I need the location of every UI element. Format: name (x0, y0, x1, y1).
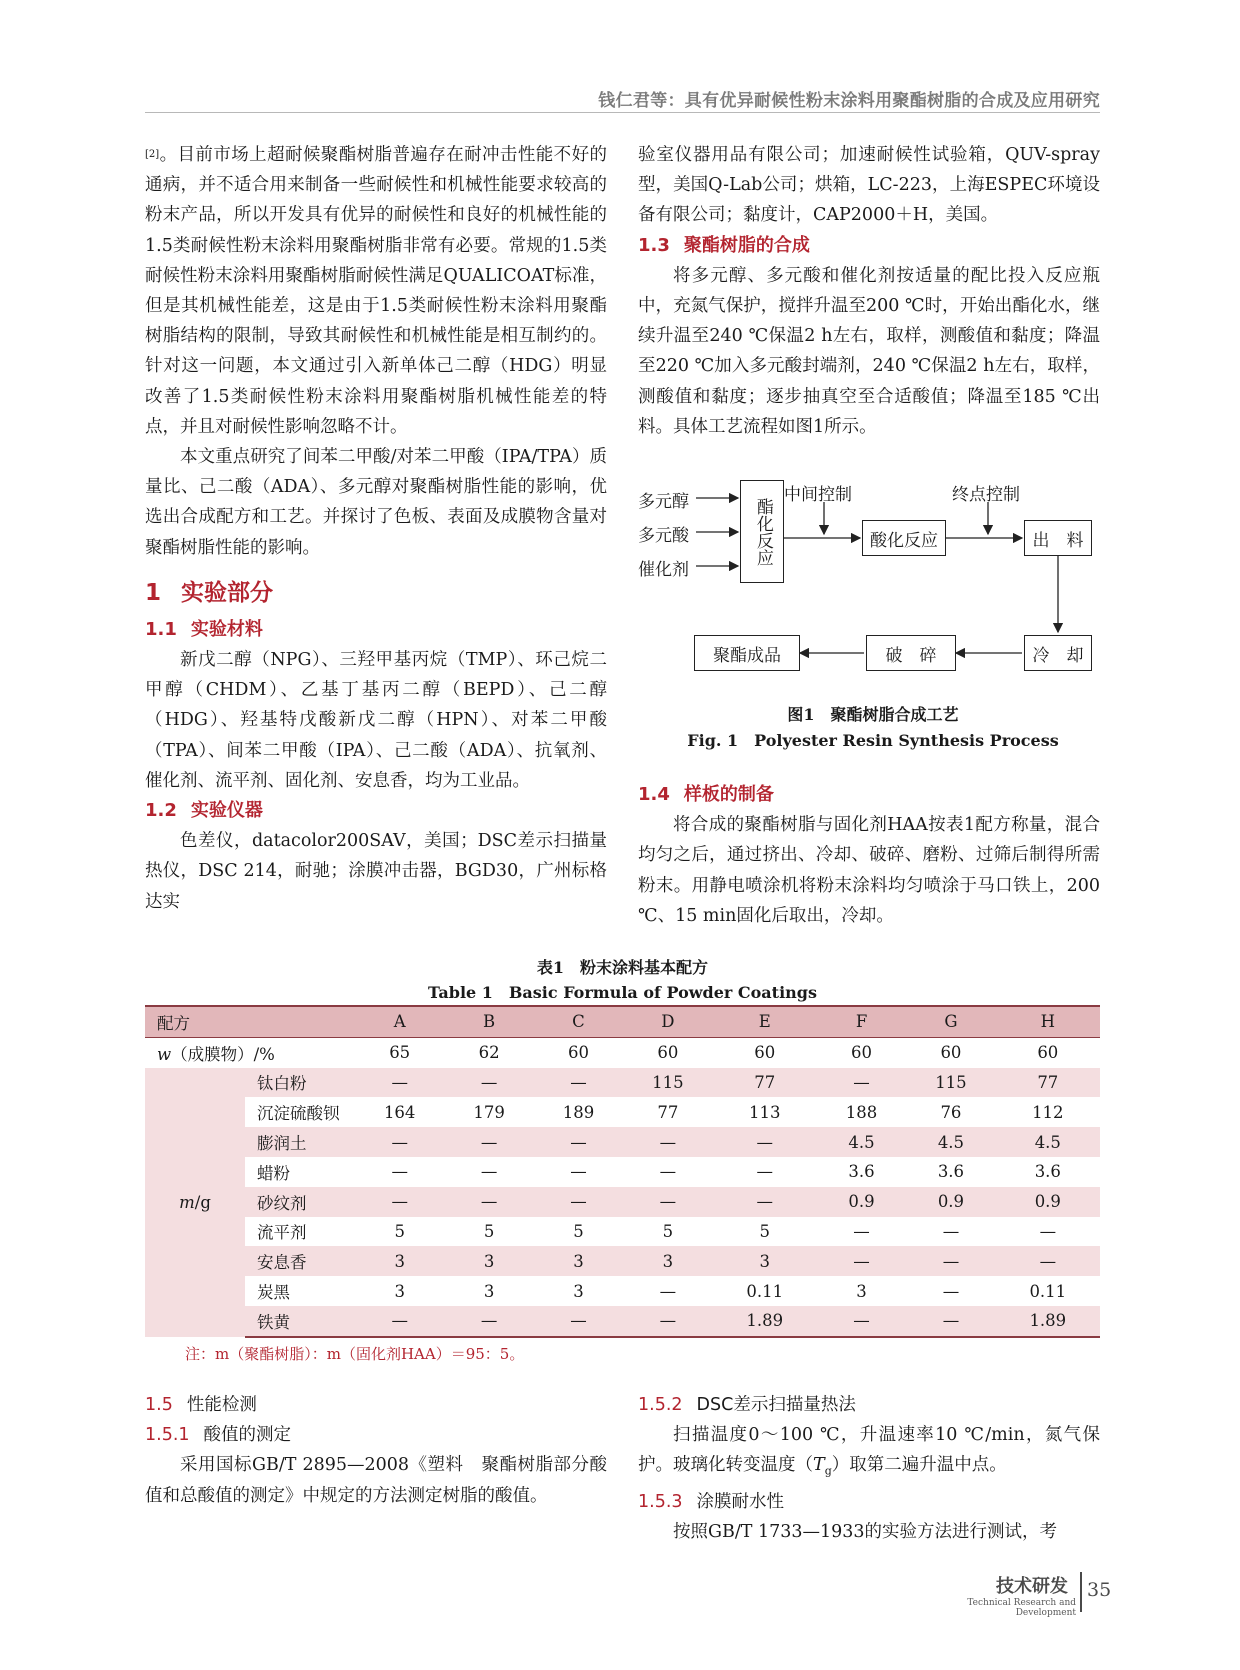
table-cell: 4.5 (817, 1127, 906, 1157)
input-polyacid-label: 多元酸 (638, 526, 689, 546)
table-cell: 3 (713, 1246, 817, 1276)
header-rule (145, 112, 1100, 113)
section-1-heading: 1 实验部分 (145, 579, 274, 606)
table-row (145, 1097, 1100, 1127)
table-cell: 179 (444, 1097, 533, 1127)
table-cell: 3 (534, 1246, 623, 1276)
table-cell: 77 (713, 1068, 817, 1098)
ingredient-name: 蜡粉 (245, 1157, 355, 1187)
table-cell: 0.9 (906, 1187, 995, 1217)
table-cell: 60 (996, 1037, 1100, 1067)
esterification-box: 酯化反应 (740, 480, 784, 583)
table-cell: 62 (444, 1037, 533, 1067)
section-1-4-heading: 1.4 样板的制备 (638, 784, 774, 805)
table-cell: 5 (444, 1217, 533, 1247)
table-cell: — (355, 1306, 444, 1337)
table-cell: 60 (623, 1037, 712, 1067)
mass-group-label: m/g (145, 1068, 245, 1337)
table-cell: — (355, 1068, 444, 1098)
citation-ref: [2] (145, 149, 160, 160)
table-cell: 115 (906, 1068, 995, 1098)
right-column (638, 140, 1100, 442)
table-cell: 60 (713, 1037, 817, 1067)
table-row (145, 1217, 1100, 1247)
table-cell: 0.11 (996, 1276, 1100, 1306)
crushing-box: 破 碎 (866, 635, 956, 671)
table-row (145, 1068, 1100, 1098)
table-cell: — (817, 1306, 906, 1337)
process-flow-diagram (638, 480, 1108, 680)
table-cell: — (355, 1187, 444, 1217)
table-cell: — (355, 1157, 444, 1187)
table-cell: 4.5 (906, 1127, 995, 1157)
section-1-5-2-heading: 1.5.2 DSC差示扫描量热法 (638, 1395, 856, 1415)
table-cell: — (623, 1127, 712, 1157)
intro-paragraph-1: [2]。目前市场上超耐候聚酯树脂普遍存在耐冲击性能不好的通病，并不适合用来制备一些耐候性和机械性能要求较高的粉末产品，所以开发具有优异的耐候性和良好的机械性能的1.5类耐候性粉末涂料用聚酯树脂非常有必要。常规的1.5类耐候性粉末涂料用聚酯树脂耐候性满足QUALICOAT标准，但是其机械性能差，这是由于1.5类耐候性粉末涂料用聚酯树脂结构的限制，导致其耐候性和机械性能是相互制约的。针对这一问题，本文通过引入新单体己二醇（HDG）明显改善了1.5类耐候性粉末涂料用聚酯树脂机械性能差的特点，并且对耐候性影响忽略不计。 (145, 145, 607, 437)
end-control-label: 终点控制 (952, 485, 1020, 505)
table-row (145, 1157, 1100, 1187)
column-header: E (713, 1006, 817, 1037)
sample-prep-paragraph: 将合成的聚酯树脂与固化剂HAA按表1配方称量，混合均匀之后，通过挤出、冷却、破碎、磨粉、过筛后制得所需粉末。用静电喷涂机将粉末涂料均匀喷涂于马口铁上，200 ℃、15 min固化后取出，冷却。 (638, 815, 1100, 926)
column-header: G (906, 1006, 995, 1037)
figure-caption-cn: 图1 聚酯树脂合成工艺 (787, 705, 959, 724)
table-cell: 0.9 (996, 1187, 1100, 1217)
acid-value-paragraph: 采用国标GB/T 2895—2008《塑料 聚酯树脂部分酸值和总酸值的测定》中规定的方法测定树脂的酸值。 (145, 1455, 607, 1506)
table-cell: — (906, 1217, 995, 1247)
table-cell: 1.89 (996, 1306, 1100, 1337)
table-cell: — (906, 1246, 995, 1276)
figure-caption-en: Fig. 1 Polyester Resin Synthesis Process (687, 731, 1059, 750)
table-cell: 4.5 (996, 1127, 1100, 1157)
table-cell: 3 (444, 1276, 533, 1306)
table-cell: 3.6 (817, 1157, 906, 1187)
table-row (145, 1246, 1100, 1276)
left-column (145, 140, 607, 917)
table-cell: — (355, 1127, 444, 1157)
discharge-box: 出 料 (1024, 520, 1092, 556)
table-cell: — (534, 1306, 623, 1337)
table-cell: 77 (623, 1097, 712, 1127)
materials-paragraph: 新戊二醇（NPG）、三羟甲基丙烷（TMP）、环己烷二甲醇（CHDM）、乙基丁基丙二醇（BEPD）、己二醇（HDG）、羟基特戊酸新戊二醇（HPN）、对苯二甲酸（TPA）、间苯二甲酸（IPA）、己二酸（ADA）、抗氧剂、催化剂、流平剂、固化剂、安息香，均为工业品。 (145, 650, 607, 791)
section-1-5-3-heading: 1.5.3 涂膜耐水性 (638, 1492, 785, 1513)
ingredient-name: 砂纹剂 (245, 1187, 355, 1217)
table-cell: 60 (817, 1037, 906, 1067)
table-row-film (145, 1037, 1100, 1067)
table-cell: — (623, 1187, 712, 1217)
film-row-label: w（成膜物）/% (145, 1037, 355, 1067)
dsc-paragraph: 扫描温度0～100 ℃，升温速率10 ℃/min，氮气保护。玻璃化转变温度$(T_g)$取第二遍升温中点。 (638, 1425, 1100, 1478)
table-caption-en: Table 1 Basic Formula of Powder Coatings (428, 983, 817, 1002)
table-row (145, 1187, 1100, 1217)
acidification-box: 酸化反应 (862, 520, 946, 556)
table-cell: 60 (906, 1037, 995, 1067)
table-caption-cn: 表1 粉末涂料基本配方 (536, 958, 709, 977)
input-catalyst-label: 催化剂 (638, 560, 689, 580)
table-cell: — (444, 1068, 533, 1098)
section-1-3-heading: 1.3 聚酯树脂的合成 (638, 234, 810, 256)
table-cell: — (906, 1276, 995, 1306)
table-cell: 112 (996, 1097, 1100, 1127)
table-cell: 0.9 (817, 1187, 906, 1217)
ingredient-name: 膨润土 (245, 1127, 355, 1157)
table-cell: — (534, 1187, 623, 1217)
bottom-right-column (638, 1390, 1100, 1548)
table-cell: — (713, 1157, 817, 1187)
table-cell: 164 (355, 1097, 444, 1127)
input-polyol-label: 多元醇 (638, 492, 689, 512)
column-header: H (996, 1006, 1100, 1037)
cooling-box: 冷 却 (1024, 635, 1092, 671)
table-cell: — (444, 1157, 533, 1187)
table-cell: 3 (623, 1246, 712, 1276)
section-1-2-heading: 1.2 实验仪器 (145, 800, 263, 822)
section-1-1-heading: 1.1 实验材料 (145, 618, 263, 640)
ingredient-name: 铁黄 (245, 1306, 355, 1337)
table-cell: 113 (713, 1097, 817, 1127)
table-cell: — (996, 1246, 1100, 1276)
instruments-continued: 验室仪器用品有限公司；加速耐候性试验箱，QUV-spray型，美国Q-Lab公司；烘箱，LC-223，上海ESPEC环境设备有限公司；黏度计，CAP2000＋H，美国。 (638, 145, 1100, 226)
table-cell: 5 (713, 1217, 817, 1247)
table-row (145, 1127, 1100, 1157)
table-cell: — (713, 1187, 817, 1217)
table-cell: — (817, 1068, 906, 1098)
table-cell: 60 (534, 1037, 623, 1067)
table-cell: 77 (996, 1068, 1100, 1098)
footer-section-en: Technical Research and Development (967, 1598, 1076, 1618)
table-cell: 3 (444, 1246, 533, 1276)
table-cell: 1.89 (713, 1306, 817, 1337)
ingredient-name: 沉淀硫酸钡 (245, 1097, 355, 1127)
table-row (145, 1276, 1100, 1306)
section-1-5-1-heading: 1.5.1 酸值的测定 (145, 1425, 292, 1446)
table-cell: — (623, 1306, 712, 1337)
mass-rows (145, 1068, 1100, 1337)
table-row (145, 1306, 1100, 1337)
table-cell: 3 (817, 1276, 906, 1306)
formula-table (145, 1005, 1100, 1338)
product-box: 聚酯成品 (694, 635, 800, 671)
section-1-5-heading: 1.5 性能检测 (145, 1395, 257, 1415)
table-cell: 3 (534, 1276, 623, 1306)
intro-paragraph-2: 本文重点研究了间苯二甲酸/对苯二甲酸（IPA/TPA）质量比、己二酸（ADA）、多元醇对聚酯树脂性能的影响，优选出合成配方和工艺。并探讨了色板、表面及成膜物含量对聚酯树脂性能的影响。 (145, 447, 607, 558)
table-cell: — (817, 1246, 906, 1276)
table-cell: 189 (534, 1097, 623, 1127)
ingredient-name: 流平剂 (245, 1217, 355, 1247)
table-cell: 3.6 (906, 1157, 995, 1187)
table-cell: — (906, 1306, 995, 1337)
ingredient-name: 钛白粉 (245, 1068, 355, 1098)
column-header: F (817, 1006, 906, 1037)
table-cell: 5 (355, 1217, 444, 1247)
synthesis-paragraph: 将多元醇、多元酸和催化剂按适量的配比投入反应瓶中，充氮气保护，搅拌升温至200 ℃时，开始出酯化水，继续升温至240 ℃保温2 h左右，取样，测酸值和黏度；降温至220 ℃加入多元酸封端剂，240 ℃保温2 h左右，取样，测酸值和黏度；逐步抽真空至合适酸值；降温至185 ℃出料。具体工艺流程如图1所示。 (638, 265, 1100, 437)
table-cell: 3.6 (996, 1157, 1100, 1187)
instruments-paragraph: 色差仪，datacolor200SAV，美国；DSC差示扫描量热仪，DSC 214，耐驰；涂膜冲击器，BGD30，广州标格达实 (145, 831, 607, 912)
column-header: C (534, 1006, 623, 1037)
bottom-left-column (145, 1390, 607, 1511)
table-cell: 3 (355, 1276, 444, 1306)
table-cell: — (713, 1127, 817, 1157)
table-cell: — (444, 1306, 533, 1337)
page-number: 35 (1087, 1579, 1112, 1601)
table-header-row (145, 1006, 1100, 1037)
table-cell: 76 (906, 1097, 995, 1127)
table-cell: 5 (534, 1217, 623, 1247)
mid-control-label: 中间控制 (784, 485, 852, 505)
table-cell: 65 (355, 1037, 444, 1067)
table-cell: — (534, 1068, 623, 1098)
table-cell: — (817, 1217, 906, 1247)
table-cell: 0.11 (713, 1276, 817, 1306)
table-cell: — (623, 1276, 712, 1306)
table-cell: — (444, 1127, 533, 1157)
table-cell: 115 (623, 1068, 712, 1098)
table-note: 注：m（聚酯树脂）：m（固化剂HAA）＝95：5。 (185, 1345, 525, 1363)
table-cell: — (623, 1157, 712, 1187)
ingredient-name: 安息香 (245, 1246, 355, 1276)
ingredient-name: 炭黑 (245, 1276, 355, 1306)
table-cell: — (444, 1187, 533, 1217)
column-header: B (444, 1006, 533, 1037)
column-header: D (623, 1006, 712, 1037)
table-cell: — (996, 1217, 1100, 1247)
right-column-lower (638, 780, 1100, 931)
column-header: A (355, 1006, 444, 1037)
footer-divider (1080, 1572, 1082, 1612)
header-label: 配方 (145, 1006, 355, 1037)
table-cell: — (534, 1157, 623, 1187)
running-head: 钱仁君等：具有优异耐候性粉末涂料用聚酯树脂的合成及应用研究 (598, 91, 1100, 111)
water-resistance-paragraph: 按照GB/T 1733—1933的实验方法进行测试，考 (673, 1522, 1058, 1543)
table-cell: 3 (355, 1246, 444, 1276)
footer-section-cn: 技术研发 (996, 1576, 1068, 1597)
table-cell: — (534, 1127, 623, 1157)
table-cell: 188 (817, 1097, 906, 1127)
table-cell: 5 (623, 1217, 712, 1247)
